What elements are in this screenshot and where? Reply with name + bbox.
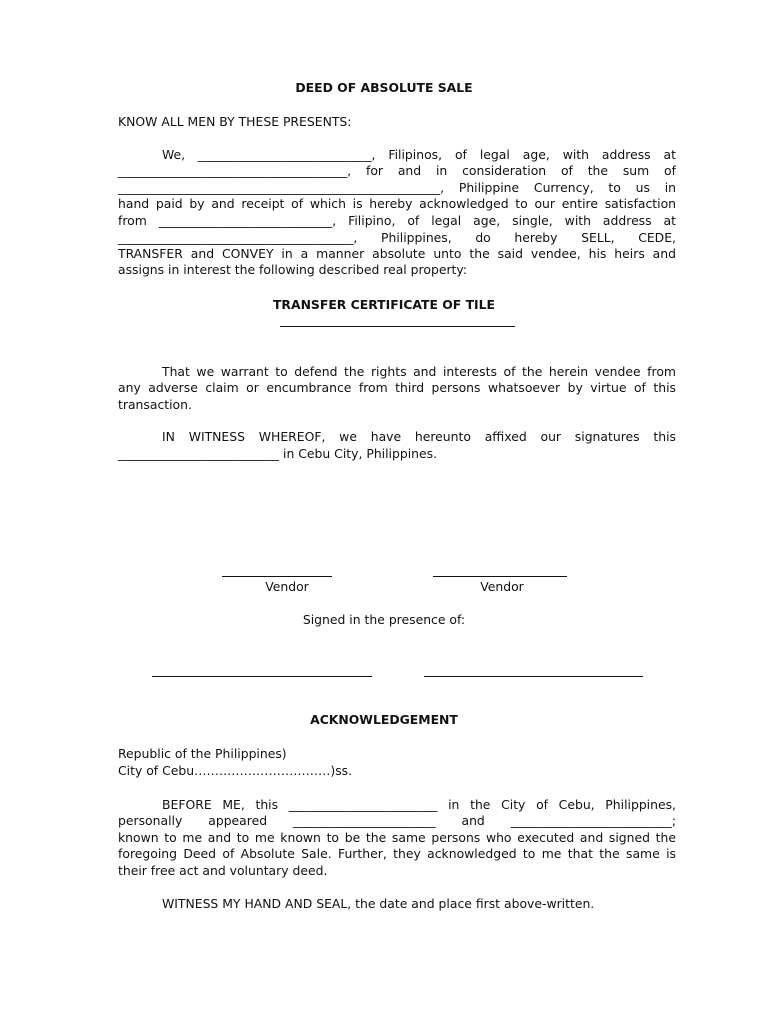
ack-header-line: City of Cebu……………………………)ss. — [118, 763, 353, 778]
para1-line: ______________________________________, Philippines, do hereby SELL, CEDE, — [118, 230, 676, 245]
document-title: DEED OF ABSOLUTE SALE — [295, 80, 473, 95]
tct-heading: TRANSFER CERTIFICATE OF TILE — [272, 297, 496, 312]
para4-line: their free act and voluntary deed. — [118, 863, 328, 878]
witness-signature-line — [152, 676, 372, 677]
para3-line: IN WITNESS WHEREOF, we have hereunto affixed our signatures this — [162, 429, 676, 444]
para1-line: assigns in interest the following described real property: — [118, 262, 467, 277]
ack-header-line: Republic of the Philippines) — [118, 746, 287, 761]
para5-line: WITNESS MY HAND AND SEAL, the date and place first above-written. — [162, 896, 595, 911]
para1-line: TRANSFER and CONVEY in a manner absolute unto the said vendee, his heirs and — [118, 246, 676, 261]
para1-line: We, ____________________________, Filipinos, of legal age, with address at — [162, 147, 676, 162]
para4-line: BEFORE ME, this ________________________ in the City of Cebu, Philippines, — [162, 797, 676, 812]
vendor-signature-line — [222, 576, 332, 577]
para1-line: hand paid by and receipt of which is hereby acknowledged to our entire satisfaction — [118, 196, 676, 211]
para2-line: transaction. — [118, 397, 192, 412]
vendor-label: Vendor — [265, 579, 309, 594]
opening-line: KNOW ALL MEN BY THESE PRESENTS: — [118, 114, 352, 129]
para1-line: ____________________________________________________, Philippine Currency, to us in — [118, 180, 676, 195]
vendor-signature-line — [433, 576, 567, 577]
tct-blank-line — [280, 326, 515, 327]
para4-line: personally appeared _______________________ and __________________________; — [118, 813, 676, 828]
para1-line: _____________________________________, for and in consideration of the sum of — [118, 163, 676, 178]
acknowledgement-title: ACKNOWLEDGEMENT — [310, 712, 458, 727]
para3-line: __________________________ in Cebu City, Philippines. — [118, 446, 438, 461]
presence-text: Signed in the presence of: — [302, 612, 466, 627]
vendor-label: Vendor — [480, 579, 524, 594]
para4-line: known to me and to me known to be the same persons who executed and signed the — [118, 830, 676, 845]
witness-signature-line — [424, 676, 643, 677]
para1-line: from ____________________________, Filipino, of legal age, single, with address at — [118, 213, 676, 228]
para4-line: foregoing Deed of Absolute Sale. Further, they acknowledged to me that the same is — [118, 846, 676, 861]
para2-line: any adverse claim or encumbrance from third persons whatsoever by virtue of this — [118, 380, 676, 395]
para2-line: That we warrant to defend the rights and interests of the herein vendee from — [162, 364, 676, 379]
